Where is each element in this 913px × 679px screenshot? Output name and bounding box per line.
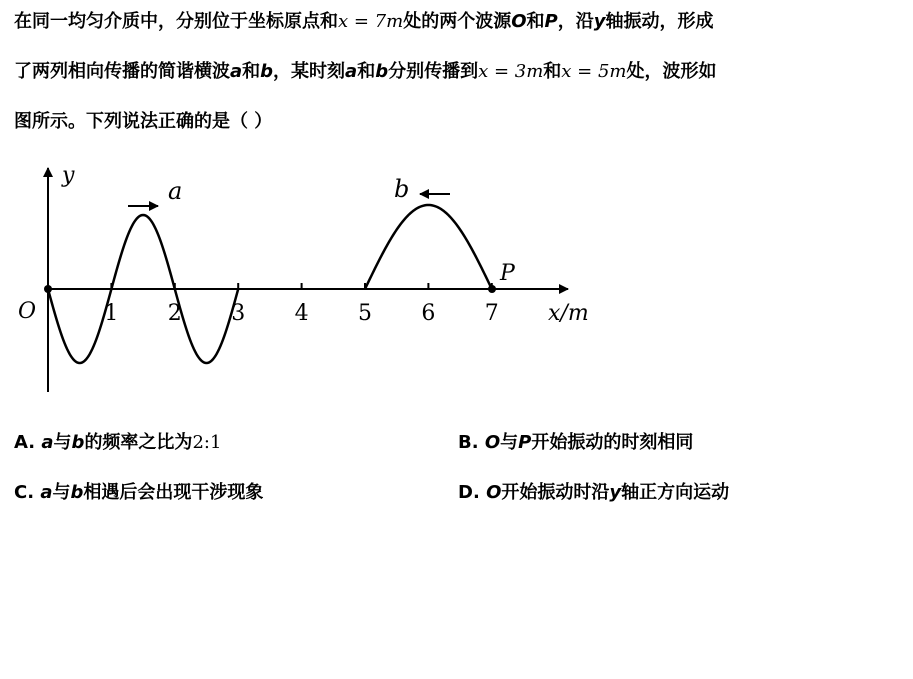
x-tick-label: 1: [104, 301, 119, 326]
x-tick-label: 7: [484, 301, 499, 326]
text: 开始振动时沿: [501, 482, 610, 503]
option-c-letter: C.: [14, 482, 35, 503]
var-b: b: [70, 482, 84, 503]
var-b: b: [71, 432, 85, 453]
text: 处的两个波源: [403, 11, 512, 32]
var-b: b: [375, 61, 389, 82]
math-x3: x = 3m: [478, 61, 544, 82]
text: 分别传播到: [388, 61, 479, 82]
text: 在同一均匀介质中，分别位于坐标原点和: [14, 11, 338, 32]
text: ，某时刻: [273, 61, 346, 82]
var-a: a: [345, 61, 358, 82]
var-o: O: [511, 11, 527, 32]
text: 图所示。下列说法正确的是（ ）: [14, 111, 273, 132]
text: 轴正方向运动: [621, 482, 730, 503]
wave-figure: [0, 150, 620, 400]
text: 和: [526, 11, 545, 32]
text: 的频率之比为: [84, 432, 193, 453]
origin-label: O: [18, 299, 37, 324]
text: 轴振动，形成: [605, 11, 714, 32]
var-b: b: [260, 61, 274, 82]
option-b-letter: B.: [458, 432, 479, 453]
text: 和: [357, 61, 376, 82]
text: 相遇后会出现干涉现象: [83, 482, 264, 503]
var-a: a: [230, 61, 243, 82]
point-p: [488, 285, 496, 293]
x-tick-label: 3: [231, 301, 246, 326]
var-o: O: [484, 432, 501, 453]
question-line-3: [14, 110, 899, 134]
x-tick-label: 6: [421, 301, 436, 326]
x-axis-label: [548, 301, 589, 326]
var-o: O: [486, 482, 502, 503]
question-line-2: [14, 60, 899, 84]
wave-b-label: b: [394, 175, 410, 203]
math-x5: x = 5m: [561, 61, 627, 82]
option-c[interactable]: [14, 478, 263, 504]
text: 了两列相向传播的简谐横波: [14, 61, 230, 82]
option-b[interactable]: [458, 428, 693, 454]
x-tick-label: 5: [358, 301, 372, 326]
x-tick-label: 4: [294, 301, 309, 326]
math-x7: x = 7m: [338, 11, 404, 32]
var-a: a: [40, 482, 53, 503]
x-tick-label: 2: [167, 301, 182, 326]
point-p-label: P: [500, 261, 515, 286]
var-y: y: [609, 482, 622, 503]
option-a-letter: A.: [14, 432, 36, 453]
text: 和: [543, 61, 562, 82]
text: 和: [242, 61, 261, 82]
var-p: P: [544, 11, 558, 32]
question-line-1: [14, 10, 899, 34]
text: ，沿: [557, 11, 594, 32]
ratio: 2:1: [192, 432, 222, 453]
text: 与: [53, 432, 72, 453]
text: 与: [52, 482, 71, 503]
wave-a-label: a: [168, 177, 183, 205]
option-a[interactable]: [14, 428, 221, 454]
y-axis-label: y: [62, 163, 75, 188]
var-p: P: [518, 432, 532, 453]
var-y: y: [593, 11, 606, 32]
wave-b-curve: [365, 205, 492, 289]
text: 与: [500, 432, 519, 453]
var-a: a: [41, 432, 54, 453]
text: 处，波形如: [626, 61, 717, 82]
x-axis-label-text: x/m: [548, 301, 589, 326]
text: 开始振动的时刻相同: [531, 432, 694, 453]
option-d-letter: D.: [458, 482, 480, 503]
option-d[interactable]: [458, 478, 729, 504]
